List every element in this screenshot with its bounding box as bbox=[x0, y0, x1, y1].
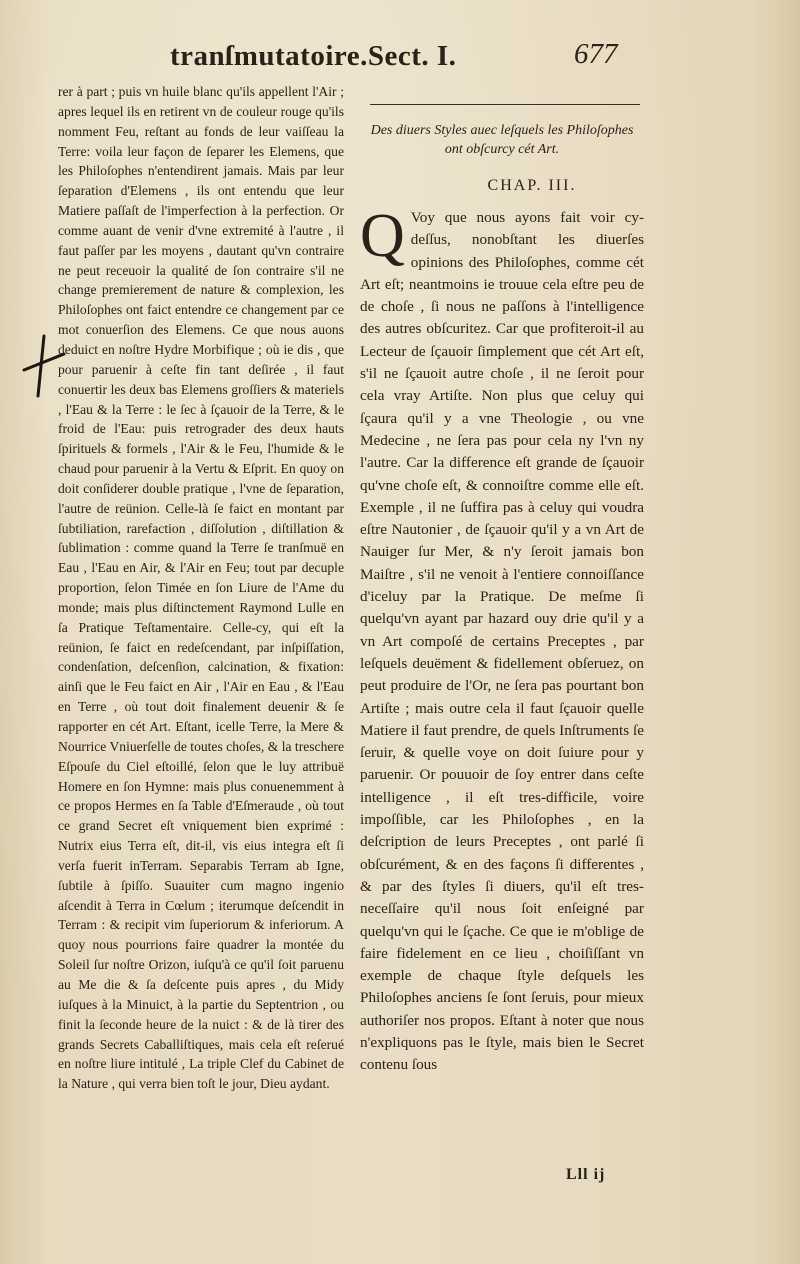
chapter-body bbox=[360, 202, 644, 1077]
left-column-text: rer à part ; puis vn huile blanc qu'ils appellent l'Air ; apres lequel ils en retirent vn de couleur rouge qu'ils nomment Feu, reſtant au fonds de leur vaiſſeau la Terre: voila leur façon de ſeparer les Elemens, que les Philoſophes n'entendirent jamais. Mais par leur ſeparation d'Elemens , ils ont entendu que leur Matiere paſſaſt de l'imperfection à la perfection. Or comme auant de venir d'vne extremité à l'autre , il faut paſſer par les moyens , dautant qu'vn contraire ne peut receuoir la qualité de ſon contraire s'il ne change premierement de nature & complexion, les Philoſophes ont faict entendre ce changement par ce mot conuerſion des Elemens. Ce que nous auons deduict en noſtre Hydre Morbifique ; où ie dis , que pour paruenir à ceſte fin tant deſirée , il faut conuertir les deux bas Elemens groſſiers & materiels , l'Eau & la Terre : le ſec à ſçauoir de la Terre, & le froid de l'Eau: puis retrograder des deux hauts ſpirituels & formels , l'Air & le Feu, l'humide & le chaud pour paruenir à la Vertu & Eſprit. En quoy on doit conſiderer double pratique , l'vne de ſeparation, l'autre de reünion. Celle-là ſe faict en montant par ſubtiliation, rarefaction , diſſolution , diſtillation & ſublimation : comme quand la Terre ſe tranſmuë en Eau , l'Eau en Air, & l'Air en Feu; tout par decuple proportion, ſelon Timée en ſon Liure de l'Ame du monde; mais plus diſtinctement Raymond Lulle en ſa Pratique Teſtamentaire. Celle-cy, qui eſt la reünion, ſe faict en redeſcendant, par inſpiſſation, condenſation, deſcenſion, calcination, & fixation: ainſi que le Feu faict en Air , l'Air en Eau , & l'Eau en Terre , où tout doit finalement deuenir & ſe rapporter en cét Art. Eſtant, icelle Terre, la Mere & Nourrice Vniuerſelle de toutes choſes, & la treschere Eſpouſe du Ciel eſtoillé, ſelon que le luy attribuë Homere en ſon Hymne: mais plus conuenemment à ce propos Hermes en ſa Table d'Eſmeraude , où tout ce grand Secret eſt vniquement bien exprimé : Nutrix eius Terra eſt, dit-il, vis eius integra eſt ſi verſa fuerit inTerram. Separabis Terram ab Igne, ſubtile à ſpiſſo. Suauiter cum magno ingenio aſcendit à Terra in Cœlum ; iterumque deſcendit in Terram : & recipit vim ſuperiorum & inferiorum. A quoy nous pourrions faire quadrer la montée du Soleil ſur noſtre Orizon, iuſqu'à ce qu'il ſoit paruenu au Me die & ſa deſcente puis apres , du Midy iuſques à la Minuict, à la partie du Septentrion , ou finit la ſeconde heure de la nuict : & de là tirer des grands Secrets Caballiſtiques, mais cela eſt reſerué en noſtre liure intitulé , La triple Clef du Cabinet de la Nature , qui verra bien toſt le jour, Dieu aydant. bbox=[58, 84, 344, 1092]
drop-cap: Q bbox=[360, 202, 405, 270]
running-head: tranſmutatoire.Sect. I. bbox=[170, 40, 457, 72]
page-number: 677 bbox=[574, 38, 618, 70]
chapter-heading: CHAP. III. bbox=[487, 177, 577, 194]
chapter-text: Voy que nous ayons fait voir cy-deſſus, nonobſtant les diuerſes opinions des Philoſophes, comme cét Art eſt; neantmoins ie trouue cela eſtre peu de de choſe , ſi nous ne paſſons à l'intelligence des autres obſcuritez. Car que profiteroit-il au Lecteur de ſçauoir ſimplement que cét Art eſt, s'il ne ſçauoit autre choſe , il ne ſeroit pour cela vray Artiſte. Non plus que celuy qui ſçaura qu'il y a vne Theologie , ou vne Medecine , ne ſera pas pour cela ny l'vn ny l'autre. Car la difference eſt grande de ſçauoir qu'vne choſe eſt, & connoiſtre comme elle eſt. Exemple , il ne ſuffira pas à celuy qui voudra eſtre Nautonier , de ſçauoir qu'il y a vn Art de Nauiger ſur Mer, & n'y ſeroit jamais bon Maiſtre , s'il ne venoit à l'entiere connoiſſance d'iceluy par la Pratique. De meſme ſi quelqu'vn ayant par hazard ouy drie qu'il y a vn Art compoſé de certains Preceptes , par leſquels deuëment & fidellement obſeruez, on peut produire de l'Or, ne ſera pas pourtant bon Artiſte ; mais outre cela il faut ſçauoir quelle Matiere il faut prendre, de quels Inſtruments ſe ſeruir, & quelle voye on doit ſuiure pour y paruenir. Or pouuoir de ſoy entrer dans ceſte intelligence , il eſt tres-difficile, voire impoſſible, car les Philoſophes , en la deſcription de leurs Preceptes , ont parlé ſi obſcurément, & en des façons ſi differentes , & par des ſtyles ſi diuers, qu'il eſt tres-neceſſaire qu'il nous ſoit enſeigné par quelqu'vn qui le ſçache. Ce que ie m'oblige de faire fidelement en ce lieu , choiſiſſant vn exemple de chaque ſtyle deſquels les Philoſophes anciens ſe ſont ſeruis, pour mieux authoriſer nos propos. Eſtant à noter que nous n'expliquons pas le ſtyle, mais bien le Secret contenu ſous bbox=[360, 209, 644, 1074]
left-column bbox=[58, 82, 344, 1094]
signature-mark: Lll ij bbox=[566, 1166, 606, 1183]
right-column bbox=[360, 104, 644, 1077]
section-rule bbox=[370, 104, 640, 105]
section-title: Des diuers Styles auec leſquels les Philoſophes ont obſcurcy cét Art. bbox=[370, 123, 634, 157]
